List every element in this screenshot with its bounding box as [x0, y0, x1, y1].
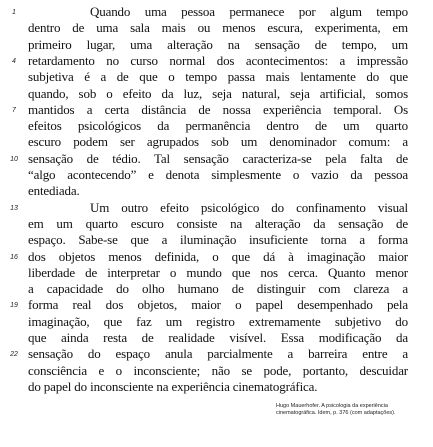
line-number: 4: [12, 57, 16, 65]
line-number: 1: [12, 9, 16, 16]
text-line: liberdade de interpretar o mundo que nos cerca. Quanto menor: [28, 264, 408, 280]
text-line: do papel do inconsciente na experiência cinematográfica.: [28, 378, 318, 394]
text-line: sensação de tédio. Tal sensação caracteriza-se pela falta de: [28, 150, 408, 166]
line-number: 22: [10, 351, 18, 359]
text-line: mantidos a certa distância de nossa experiência temporal. Os: [28, 101, 408, 117]
source-citation: [276, 403, 411, 417]
line-number: 19: [10, 302, 18, 310]
text-line: em um quarto escuro consiste na alteração da sensação de: [28, 215, 408, 231]
text-line: consciência e o inconsciente; não se pode, portanto, descuidar: [28, 362, 408, 378]
text-line: espaço. Sabe-se que a iluminação insuficiente torna a forma: [28, 232, 408, 248]
text-line: imaginação, que faz um registro extremamente subjetivo do: [28, 313, 408, 329]
text-line: forma real dos objetos, maior o papel desempenhado pela: [28, 297, 408, 313]
text-line: Quando uma pessoa permanece por algum tempo: [90, 4, 408, 19]
text-line: escuro podem ser agrupados sob um denominador comum: a: [28, 134, 408, 150]
text-line: primeiro lugar, uma alteração na sensação de tempo, um: [28, 36, 408, 52]
line-number: 7: [12, 106, 16, 114]
text-line: Um outro efeito psicológico do confinamento visual: [90, 199, 408, 215]
text-line: efeitos psicológicos da permanência dentro de um quarto: [28, 118, 408, 134]
text-line: que ainda resta de realidade visível. Essa modificação da: [28, 330, 408, 345]
line-number: 13: [10, 204, 18, 212]
text-line: sensação do espaço anula parcialmente a barreira entre a: [28, 346, 408, 362]
text-line: a capacidade do olho humano de distinguir com clareza a: [28, 281, 408, 297]
text-line: retardamento no curso normal dos acontecimentos: a impressão: [28, 52, 408, 68]
source-line-2: cinematográfica. Idem, p. 376 (com adaptações).: [276, 410, 396, 417]
text-line: dentro de uma sala mais ou menos escura, experimenta, em: [28, 20, 408, 36]
text-line: subjetiva é a de que o tempo passa mais lentamente do que: [28, 69, 408, 85]
line-number: 16: [10, 253, 18, 261]
text-line: “algo acontecendo” e denota simplesmente o vazio da pessoa: [28, 167, 408, 182]
source-line-1: Hugo Mauerhofer. A psicologia da experiência: [276, 403, 388, 410]
line-number: 10: [10, 155, 18, 163]
text-line: dos objetos menos definida, o que dá à imaginação maior: [28, 248, 408, 264]
text-line: entediada.: [28, 183, 80, 199]
text-line: quando, sob o efeito da luz, seja natural, seja artificial, somos: [28, 85, 408, 101]
